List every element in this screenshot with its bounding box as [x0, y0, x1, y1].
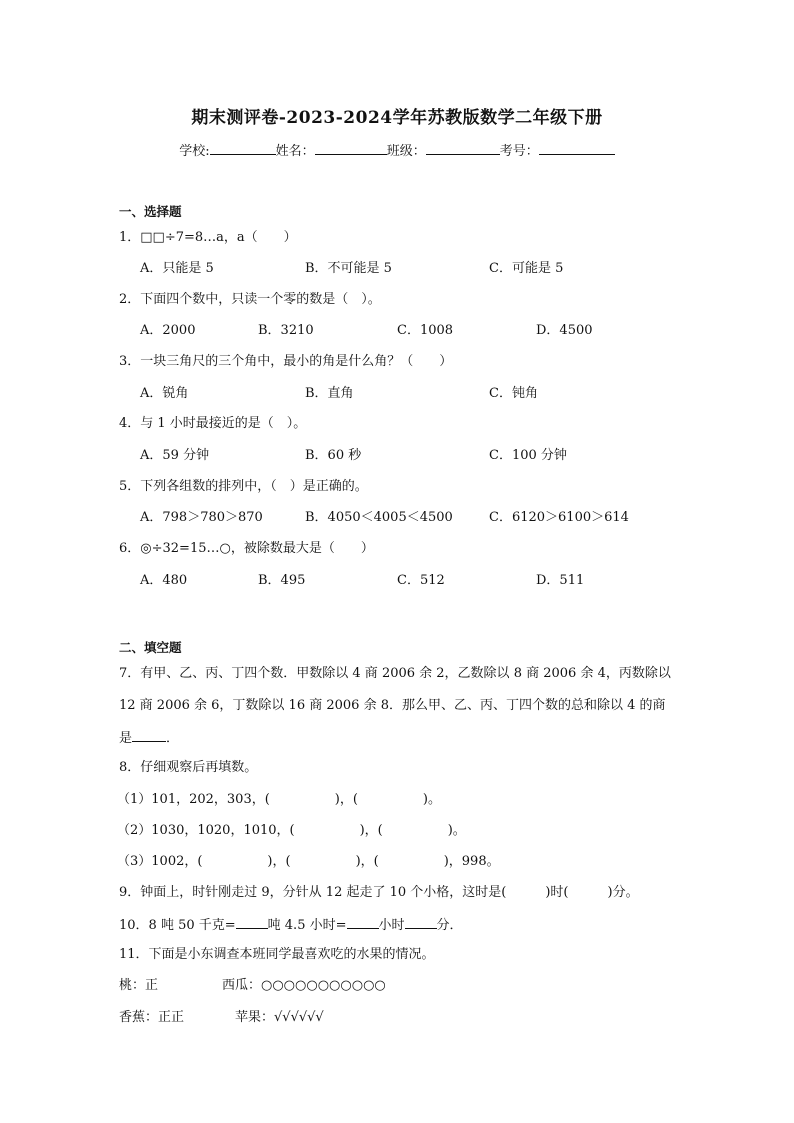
- question-8: 8．仔细观察后再填数。: [119, 760, 258, 775]
- question-5: 5．下列各组数的排列中，（ ）是正确的。: [119, 479, 368, 494]
- question-9[interactable]: 9．钟面上，时针刚走过 9，分针从 12 起走了 10 个小格，这时是( )时( )分。: [119, 885, 639, 900]
- q4-option-b[interactable]: B．60 秒: [305, 448, 362, 463]
- q2-option-d[interactable]: D．4500: [536, 323, 593, 338]
- section-title-choice: 一、选择题: [119, 204, 182, 219]
- q7-answer-blank[interactable]: [132, 729, 166, 742]
- question-2: 2．下面四个数中，只读一个零的数是（ ）。: [119, 292, 381, 307]
- question-6: 6．◎÷32=15…○，被除数最大是（ ）: [119, 541, 374, 556]
- q10-part-3: 小时: [378, 918, 405, 933]
- q7-text-post: ．: [166, 731, 180, 746]
- question-11: 11．下面是小东调查本班同学最喜欢吃的水果的情况。: [119, 947, 435, 962]
- class-blank[interactable]: [426, 142, 500, 155]
- q5-option-a[interactable]: A．798＞780＞870: [140, 510, 263, 525]
- q1-option-c[interactable]: C．可能是 5: [489, 261, 564, 276]
- name-blank[interactable]: [315, 142, 387, 155]
- question-1: 1．□□÷7=8…a，a（ ）: [119, 230, 297, 245]
- section-title-fill: 二、填空题: [119, 640, 182, 655]
- q1-option-a[interactable]: A．只能是 5: [140, 261, 214, 276]
- class-label: 班级：: [386, 144, 426, 159]
- q3-option-c[interactable]: C．钝角: [489, 386, 538, 401]
- question-8-row-1[interactable]: （1）101，202，303，( )，( )。: [117, 792, 441, 807]
- q2-option-a[interactable]: A．2000: [140, 323, 196, 338]
- exam-no-label: 考号：: [499, 144, 539, 159]
- question-10: [119, 916, 463, 934]
- q3-option-b[interactable]: B．直角: [305, 386, 354, 401]
- q10-part-2: 吨 4.5 小时=: [267, 918, 347, 933]
- question-4: 4．与 1 小时最接近的是（ ）。: [119, 416, 307, 431]
- page-title: 期末测评卷-2023-2024学年苏教版数学二年级下册: [191, 108, 603, 128]
- q6-option-b[interactable]: B．495: [258, 573, 306, 588]
- school-label: 学校:: [179, 144, 210, 159]
- school-blank[interactable]: [210, 142, 276, 155]
- q4-option-a[interactable]: A．59 分钟: [140, 448, 210, 463]
- q2-option-c[interactable]: C．1008: [397, 323, 454, 338]
- q6-option-a[interactable]: A．480: [140, 573, 188, 588]
- q4-option-c[interactable]: C．100 分钟: [489, 448, 567, 463]
- question-7-line-3: [119, 729, 179, 747]
- tally-apple: 苹果：√√√√√√: [235, 1010, 324, 1025]
- question-7-line-2: 12 商 2006 余 6，丁数除以 16 商 2006 余 8．那么甲、乙、丙、丁四个数的总和除以 4 的商: [119, 698, 666, 713]
- student-info-row: [0, 140, 794, 159]
- question-8-row-2[interactable]: （2）1030，1020，1010，( )，( )。: [117, 823, 466, 838]
- q6-option-d[interactable]: D．511: [536, 573, 585, 588]
- tally-watermelon: 西瓜：○○○○○○○○○○○: [222, 978, 386, 993]
- tally-peach: 桃：正: [119, 978, 159, 993]
- q2-option-b[interactable]: B．3210: [258, 323, 314, 338]
- q10-blank-1[interactable]: [236, 916, 268, 929]
- question-8-row-3[interactable]: （3）1002，( )，( )，( )，998。: [117, 854, 500, 869]
- q5-option-c[interactable]: C．6120＞6100＞614: [489, 510, 629, 525]
- question-3: 3．一块三角尺的三个角中，最小的角是什么角？（ ）: [119, 354, 453, 369]
- q10-part-4: 分．: [436, 918, 463, 933]
- q1-option-b[interactable]: B．不可能是 5: [305, 261, 392, 276]
- q6-option-c[interactable]: C．512: [397, 573, 445, 588]
- q3-option-a[interactable]: A．锐角: [140, 386, 189, 401]
- question-7-line-1: 7．有甲、乙、丙、丁四个数．甲数除以 4 商 2006 余 2，乙数除以 8 商 2006 余 4，丙数除以: [119, 666, 671, 681]
- q5-option-b[interactable]: B．4050＜4005＜4500: [305, 510, 453, 525]
- q10-blank-2[interactable]: [347, 916, 379, 929]
- name-label: 姓名：: [275, 144, 315, 159]
- q7-text-pre: 是: [119, 731, 133, 746]
- q10-part-1: 10．8 吨 50 千克=: [119, 918, 236, 933]
- q10-blank-3[interactable]: [405, 916, 437, 929]
- exam-no-blank[interactable]: [539, 142, 615, 155]
- tally-banana: 香蕉：正正: [119, 1010, 185, 1025]
